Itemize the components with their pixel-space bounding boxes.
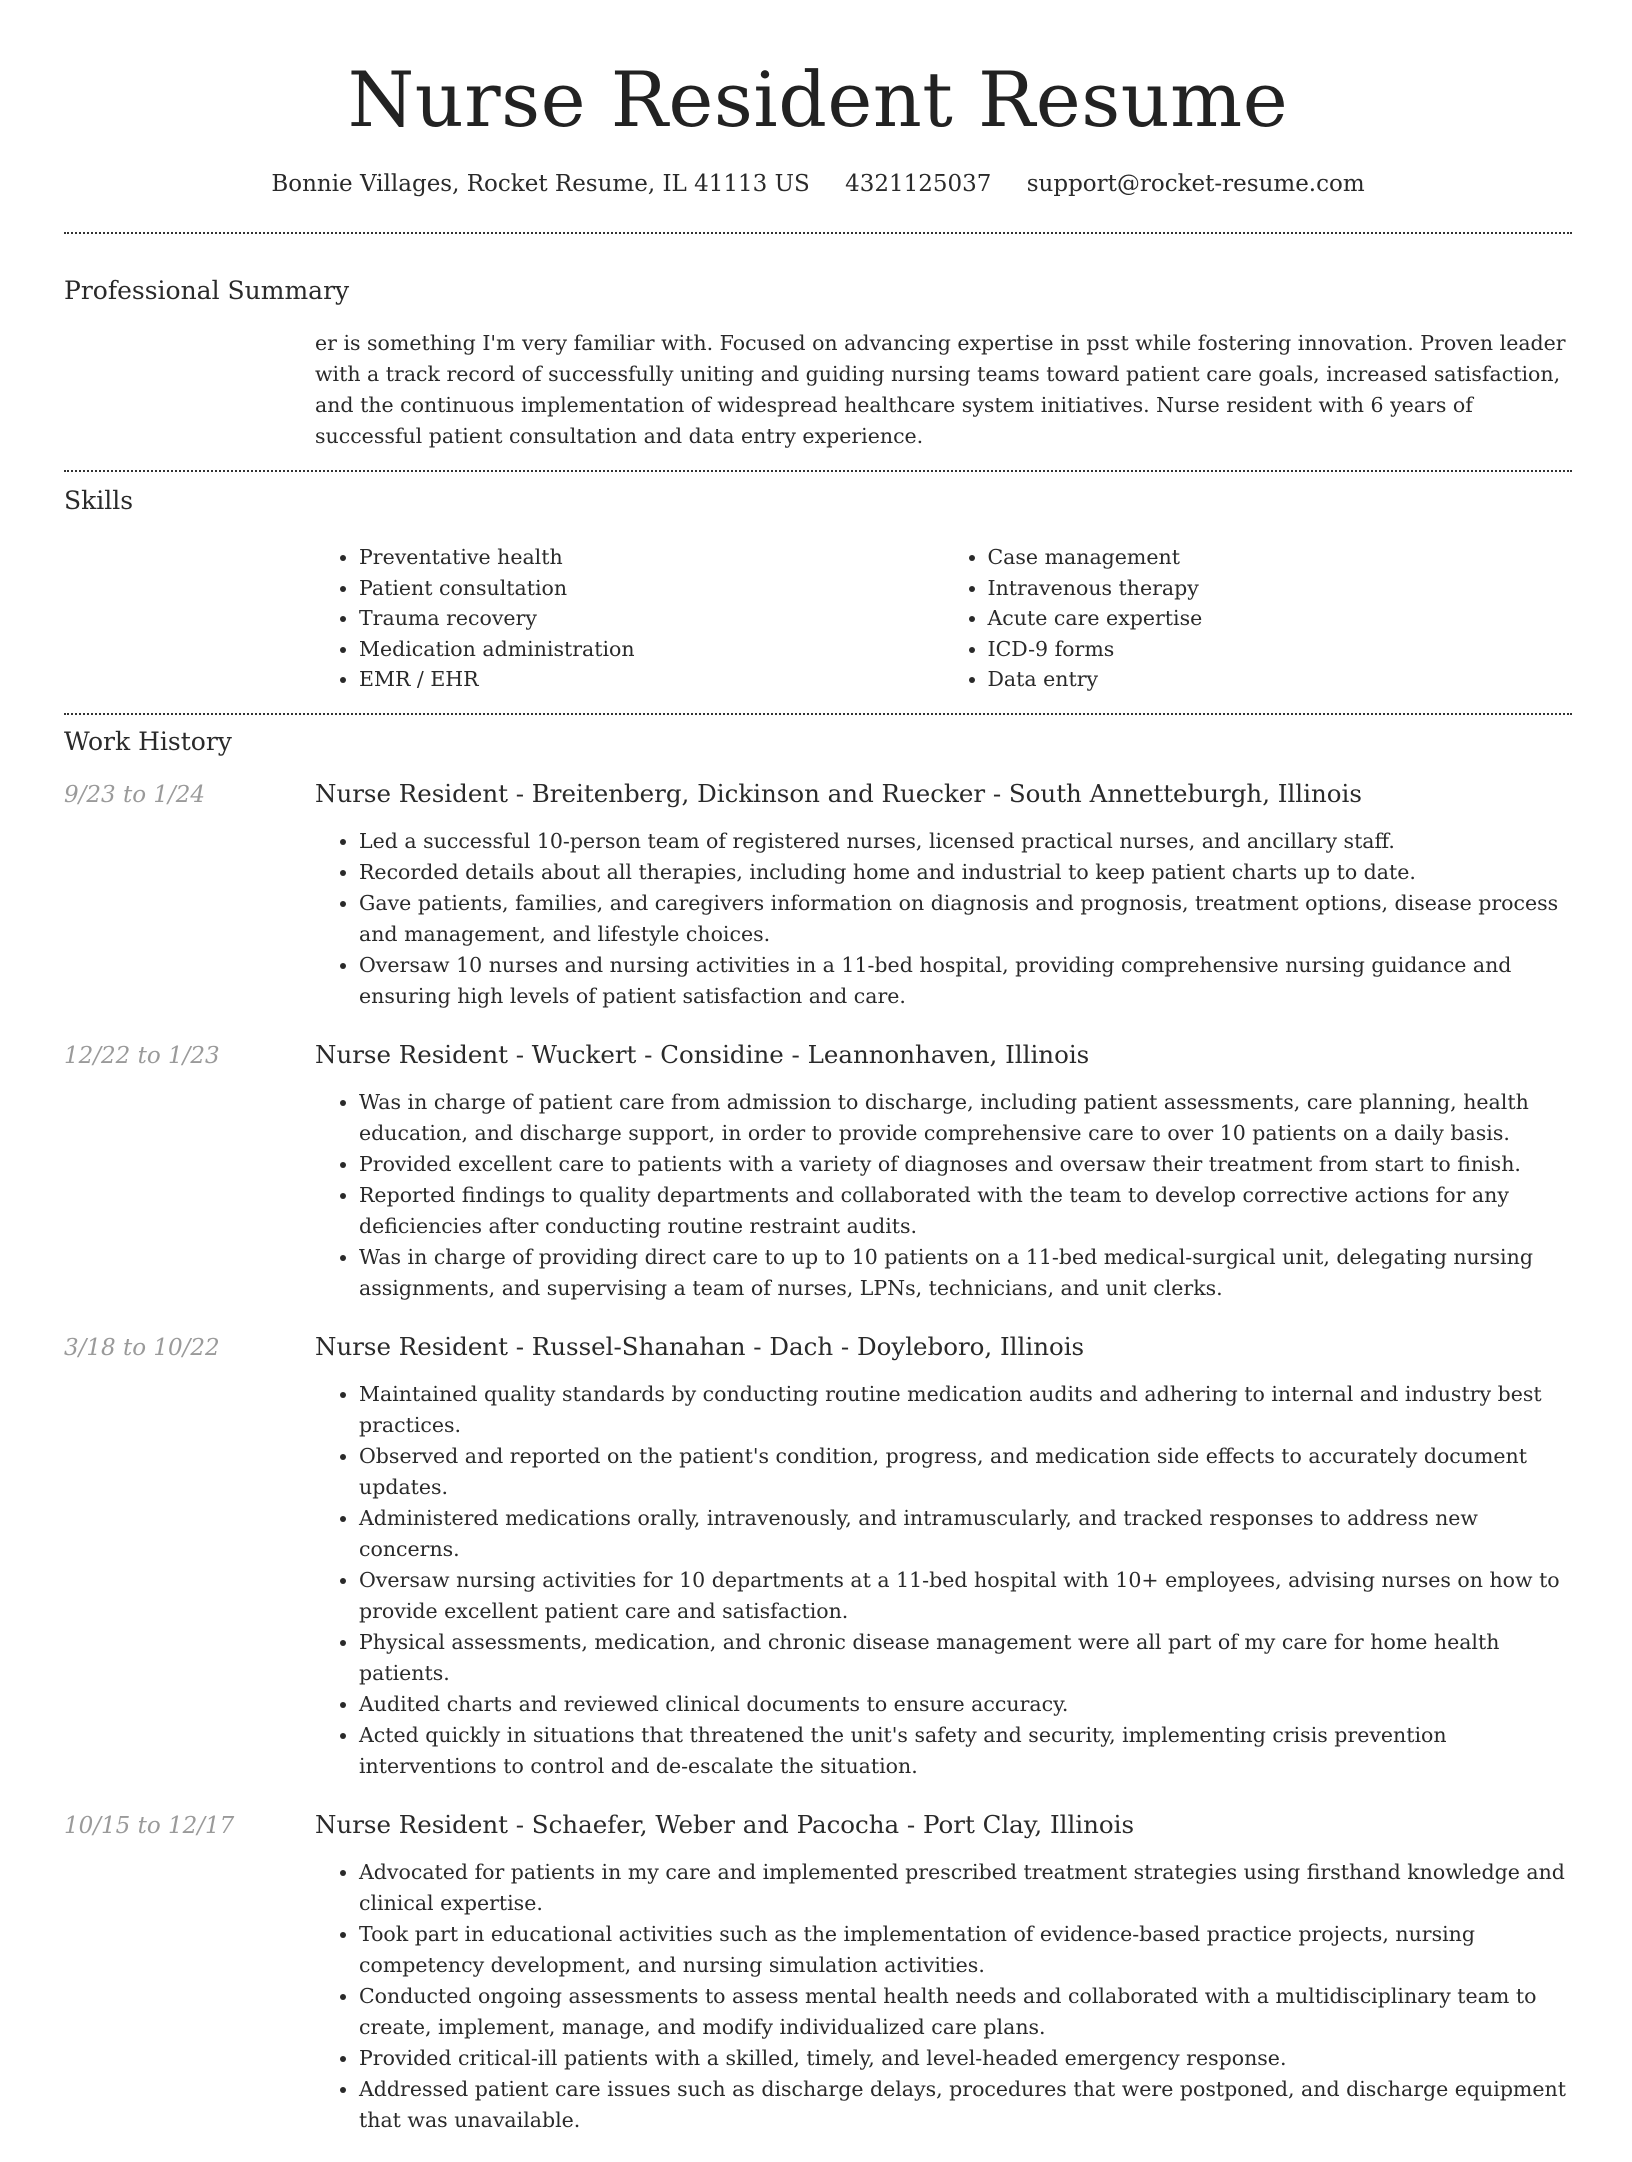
contact-line bbox=[64, 168, 1572, 200]
job-bullets bbox=[315, 1379, 1572, 1782]
skills-column-right bbox=[944, 542, 1573, 695]
job-bullet: • Took part in educational activities such as the implementation of evidence-based practice projects, nursing competency development, and nursing simulation activities. bbox=[359, 1919, 1572, 1981]
skill-item: • Preventative health bbox=[359, 542, 944, 573]
summary-text: er is something I'm very familiar with. Focused on advancing expertise in psst while fostering innovation. Proven leader with a track record of successfully uniting and guiding nursing teams toward patient care goals, increased satisfaction, and the continuous implementation of widespread healthcare system initiatives. Nurse resident with 6 years of successful patient consultation and data entry experience. bbox=[315, 331, 1566, 448]
job-bullet: • Was in charge of patient care from admission to discharge, including patient assessments, care planning, health education, and discharge support, in order to provide comprehensive care to over 10 patients on a daily basis. bbox=[359, 1087, 1572, 1149]
skill-item: • Case management bbox=[988, 542, 1573, 573]
job-bullet: • Reported findings to quality departments and collaborated with the team to develop corrective actions for any deficiencies after conducting routine restraint audits. bbox=[359, 1180, 1572, 1242]
job-entry bbox=[64, 777, 1572, 1012]
job-dates: 3/18 to 10/22 bbox=[64, 1334, 220, 1361]
job-bullet: • Acted quickly in situations that threatened the unit's safety and security, implementing crisis prevention interventions to control and de-escalate the situation. bbox=[359, 1720, 1572, 1782]
skill-item: • EMR / EHR bbox=[359, 664, 944, 695]
skills-column-left bbox=[315, 542, 944, 695]
work-history-heading: Work History bbox=[64, 726, 232, 756]
job-bullet: • Physical assessments, medication, and chronic disease management were all part of my care for home health patients. bbox=[359, 1627, 1572, 1689]
job-bullet: • Provided critical-ill patients with a skilled, timely, and level-headed emergency response. bbox=[359, 2043, 1572, 2074]
summary-heading: Professional Summary bbox=[64, 276, 350, 305]
skill-item: • Medication administration bbox=[359, 634, 944, 665]
job-bullet: • Observed and reported on the patient's condition, progress, and medication side effects to accurately document updates. bbox=[359, 1441, 1572, 1503]
job-bullet: • Maintained quality standards by conducting routine medication audits and adhering to internal and industry best practices. bbox=[359, 1379, 1572, 1441]
job-bullets bbox=[315, 1857, 1572, 2136]
job-entry bbox=[64, 1038, 1572, 1304]
skill-item: • Acute care expertise bbox=[988, 603, 1573, 634]
job-bullet: • Conducted ongoing assessments to assess mental health needs and collaborated with a multidisciplinary team to create, implement, manage, and modify individualized care plans. bbox=[359, 1981, 1572, 2043]
skill-item: • ICD-9 forms bbox=[988, 634, 1573, 665]
section-divider bbox=[64, 713, 1572, 715]
job-title: Nurse Resident - Breitenberg, Dickinson and Ruecker - South Annetteburgh, Illinois bbox=[315, 778, 1362, 808]
job-title: Nurse Resident - Schaefer, Weber and Pacocha - Port Clay, Illinois bbox=[315, 1809, 1135, 1839]
job-bullets bbox=[315, 826, 1572, 1012]
skills-list bbox=[315, 542, 1572, 695]
job-entry bbox=[64, 1330, 1572, 1782]
skill-item: • Intravenous therapy bbox=[988, 573, 1573, 604]
resume-page bbox=[64, 0, 1572, 2162]
skill-item: • Data entry bbox=[988, 664, 1573, 695]
job-dates: 10/15 to 12/17 bbox=[64, 1812, 235, 1839]
job-entry bbox=[64, 1808, 1572, 2136]
job-title: Nurse Resident - Wuckert - Considine - Leannonhaven, Illinois bbox=[315, 1039, 1090, 1069]
job-bullet: • Audited charts and reviewed clinical documents to ensure accuracy. bbox=[359, 1689, 1572, 1720]
job-bullet: • Administered medications orally, intravenously, and intramuscularly, and tracked responses to address new concerns. bbox=[359, 1503, 1572, 1565]
job-bullet: • Oversaw nursing activities for 10 departments at a 11-bed hospital with 10+ employees, advising nurses on how to provide excellent patient care and satisfaction. bbox=[359, 1565, 1572, 1627]
job-dates: 9/23 to 1/24 bbox=[64, 781, 206, 808]
contact-email[interactable]: support@rocket-resume.com bbox=[1026, 171, 1365, 197]
section-divider bbox=[64, 470, 1572, 472]
job-bullets bbox=[315, 1087, 1572, 1304]
job-bullet: • Provided excellent care to patients with a variety of diagnoses and oversaw their treatment from start to finish. bbox=[359, 1149, 1572, 1180]
job-title: Nurse Resident - Russel-Shanahan - Dach - Doyleboro, Illinois bbox=[315, 1331, 1085, 1361]
contact-address: Bonnie Villages, Rocket Resume, IL 41113 US bbox=[271, 171, 810, 197]
job-dates: 12/22 to 1/23 bbox=[64, 1042, 220, 1069]
section-divider bbox=[64, 232, 1572, 234]
job-bullet: • Addressed patient care issues such as discharge delays, procedures that were postponed, and discharge equipment that was unavailable. bbox=[359, 2074, 1572, 2136]
resume-title: Nurse Resident Resume bbox=[347, 55, 1289, 144]
skill-item: • Patient consultation bbox=[359, 573, 944, 604]
job-bullet: • Advocated for patients in my care and implemented prescribed treatment strategies using firsthand knowledge and clinical expertise. bbox=[359, 1857, 1572, 1919]
job-bullet: • Led a successful 10-person team of registered nurses, licensed practical nurses, and ancillary staff. bbox=[359, 826, 1572, 857]
job-bullet: • Gave patients, families, and caregivers information on diagnosis and prognosis, treatment options, disease process and management, and lifestyle choices. bbox=[359, 888, 1572, 950]
job-bullet: • Recorded details about all therapies, including home and industrial to keep patient charts up to date. bbox=[359, 857, 1572, 888]
skill-item: • Trauma recovery bbox=[359, 603, 944, 634]
skills-heading: Skills bbox=[64, 486, 134, 515]
job-bullet: • Was in charge of providing direct care to up to 10 patients on a 11-bed medical-surgical unit, delegating nursing assignments, and supervising a team of nurses, LPNs, technicians, and unit clerks. bbox=[359, 1242, 1572, 1304]
contact-phone[interactable]: 4321125037 bbox=[845, 171, 992, 197]
job-bullet: • Oversaw 10 nurses and nursing activities in a 11-bed hospital, providing comprehensive nursing guidance and ensuring high levels of patient satisfaction and care. bbox=[359, 950, 1572, 1012]
